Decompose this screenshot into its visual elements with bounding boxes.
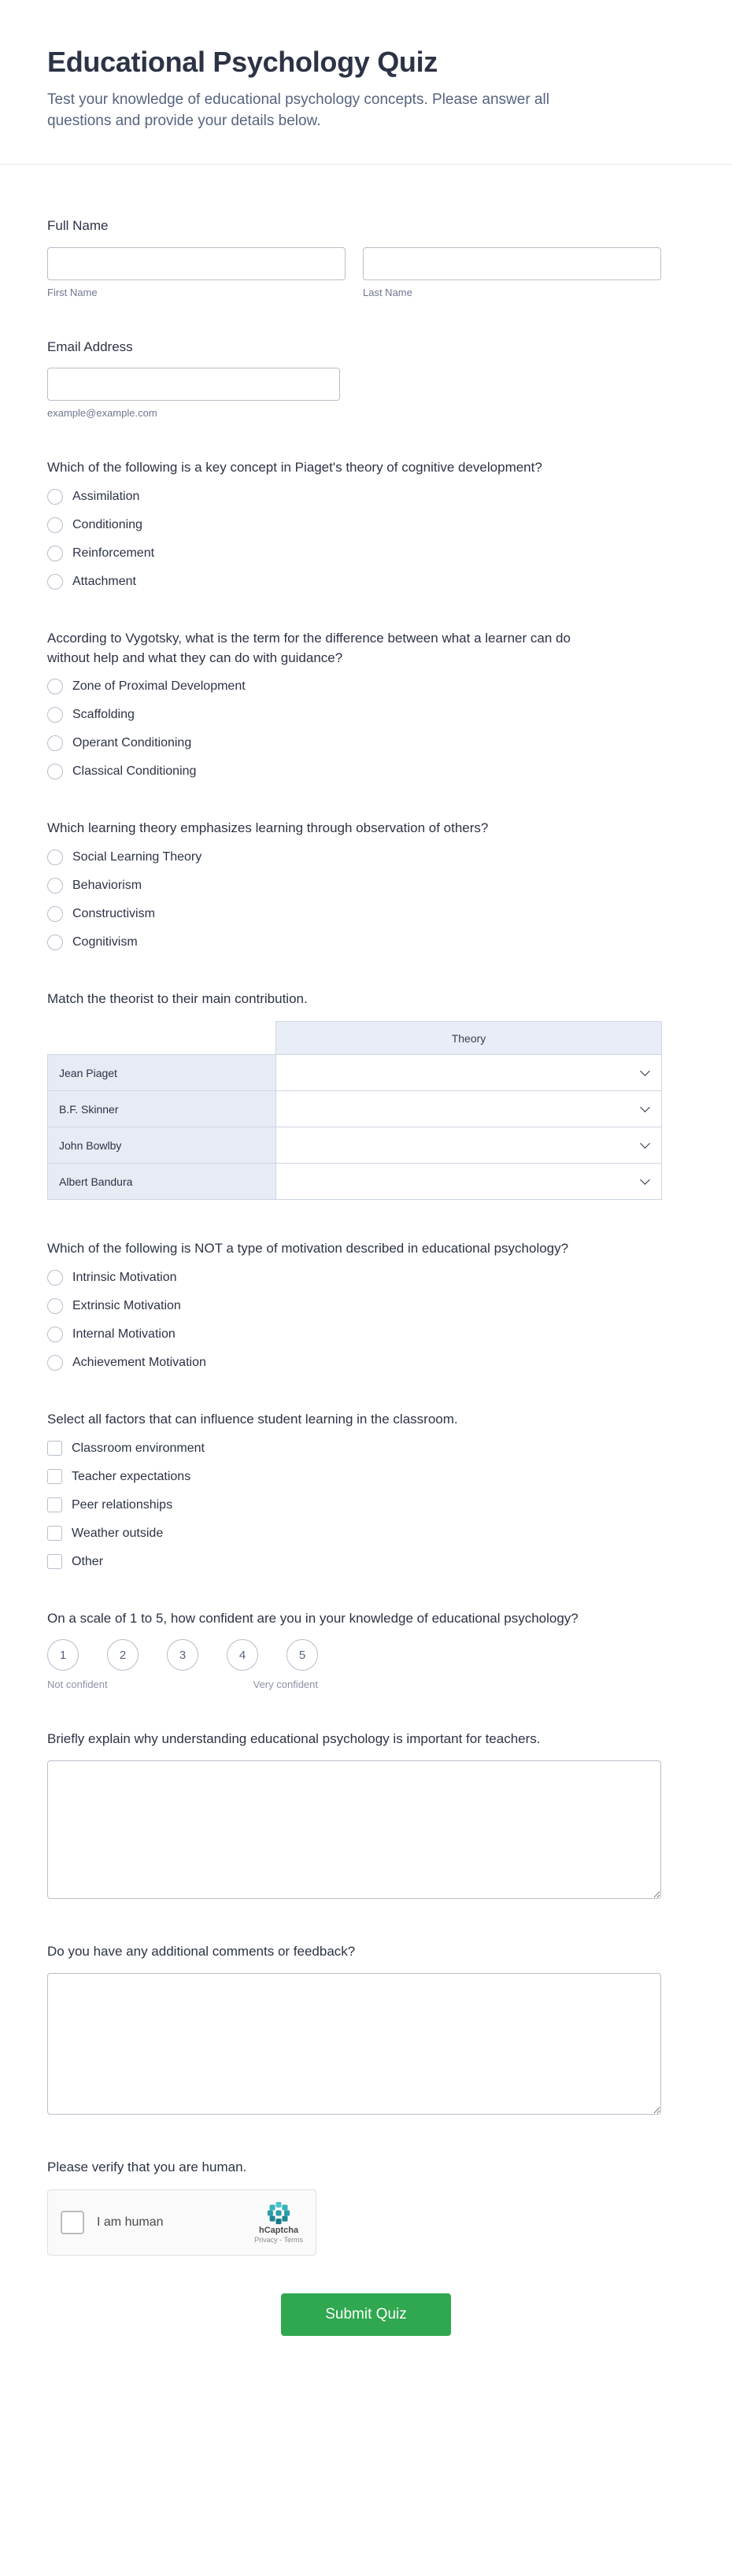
- matching-row: [48, 1164, 662, 1200]
- matching-table: [47, 1021, 662, 1200]
- radio-circle-icon[interactable]: [47, 546, 63, 561]
- matching-corner-cell: [48, 1022, 276, 1055]
- radio-circle-icon[interactable]: [47, 517, 63, 533]
- checkbox-option[interactable]: [47, 1497, 685, 1513]
- radio-option-label: Scaffolding: [72, 708, 135, 722]
- radio-option-label: Classical Conditioning: [72, 764, 197, 779]
- radio-option[interactable]: [47, 849, 685, 865]
- first-name-sublabel: First Name: [47, 286, 98, 298]
- question-observation-options: [47, 849, 685, 950]
- chevron-down-icon: [640, 1102, 650, 1112]
- question-factors-options: [47, 1441, 685, 1570]
- email-field: [47, 338, 685, 420]
- radio-circle-icon[interactable]: [47, 489, 63, 505]
- last-name-col: [363, 247, 661, 298]
- radio-circle-icon[interactable]: [47, 735, 63, 751]
- form-body: [0, 165, 732, 2482]
- radio-circle-icon[interactable]: [47, 707, 63, 723]
- radio-option-label: Operant Conditioning: [72, 736, 192, 750]
- hcaptcha-checkbox-label: I am human: [97, 2215, 164, 2230]
- hcaptcha-widget: [47, 2189, 316, 2256]
- radio-option[interactable]: [47, 1355, 685, 1371]
- matching-row-label: Jean Piaget: [48, 1055, 276, 1091]
- radio-circle-icon[interactable]: [47, 1270, 63, 1286]
- matching-row: [48, 1127, 662, 1164]
- page-title: Educational Psychology Quiz: [47, 46, 438, 78]
- radio-circle-icon[interactable]: [47, 679, 63, 694]
- radio-option-label: Behaviorism: [72, 878, 142, 892]
- radio-option[interactable]: [47, 679, 685, 694]
- chevron-down-icon: [640, 1066, 650, 1076]
- form-header: [0, 0, 732, 164]
- hcaptcha-logo-icon: [267, 2201, 290, 2225]
- captcha-field: [47, 2158, 685, 2256]
- radio-option[interactable]: [47, 878, 685, 894]
- question-confidence: [47, 1609, 685, 1691]
- full-name-label: Full Name: [47, 217, 109, 233]
- question-motivation-options: [47, 1270, 685, 1371]
- feedback-textarea[interactable]: [47, 1973, 661, 2115]
- radio-option-label: Attachment: [72, 574, 136, 588]
- hcaptcha-brand: [254, 2201, 303, 2244]
- question-observation-label: Which learning theory emphasizes learning through observation of others?: [47, 820, 489, 836]
- radio-option-label: Achievement Motivation: [72, 1356, 206, 1370]
- theory-dropdown[interactable]: [276, 1091, 662, 1127]
- email-label: Email Address: [47, 339, 133, 354]
- question-matching-label: Match the theorist to their main contribution.: [47, 990, 308, 1006]
- matching-row-label: B.F. Skinner: [48, 1091, 276, 1127]
- checkbox-option-label: Classroom environment: [72, 1441, 205, 1455]
- matching-row: [48, 1091, 662, 1127]
- radio-circle-icon[interactable]: [47, 849, 63, 865]
- theory-dropdown[interactable]: [276, 1164, 662, 1200]
- question-vygotsky: [47, 629, 685, 779]
- radio-option[interactable]: [47, 935, 685, 950]
- radio-circle-icon[interactable]: [47, 764, 63, 779]
- hcaptcha-brand-name: hCaptcha: [259, 2226, 299, 2236]
- radio-circle-icon[interactable]: [47, 1355, 63, 1371]
- question-importance-label: Briefly explain why understanding educational psychology is important for teachers.: [47, 1731, 541, 1747]
- radio-circle-icon[interactable]: [47, 878, 63, 894]
- question-piaget-label: Which of the following is a key concept in Piaget's theory of cognitive development?: [47, 460, 542, 476]
- radio-option-label: Constructivism: [72, 906, 155, 920]
- matching-row-label: Albert Bandura: [48, 1164, 276, 1200]
- email-sublabel: example@example.com: [47, 407, 157, 420]
- radio-option[interactable]: [47, 707, 685, 723]
- page-subtitle: Test your knowledge of educational psychology concepts. Please answer all questions and provide your details below.: [47, 91, 549, 129]
- email-col: [47, 368, 340, 419]
- question-factors: [47, 1410, 685, 1570]
- submit-row: [47, 2293, 685, 2482]
- radio-option-label: Reinforcement: [72, 546, 155, 560]
- scale-max-label: Very confident: [253, 1678, 318, 1691]
- question-piaget-options: [47, 489, 685, 590]
- column-header-theory: Theory: [276, 1022, 662, 1055]
- checkbox-option-label: Peer relationships: [72, 1497, 173, 1512]
- matching-header-row: [48, 1022, 662, 1055]
- question-vygotsky-label: According to Vygotsky, what is the term for the difference between what a learner can do without help and what they can do with guidance?: [47, 630, 571, 665]
- question-matching: [47, 990, 685, 1201]
- checkbox-icon[interactable]: [47, 1441, 62, 1456]
- chevron-down-icon: [640, 1138, 650, 1149]
- confidence-scale: [47, 1639, 318, 1671]
- checkbox-icon[interactable]: [47, 1469, 62, 1484]
- question-factors-label: Select all factors that can influence student learning in the classroom.: [47, 1412, 458, 1427]
- scale-option[interactable]: 1: [47, 1639, 79, 1671]
- name-row: [47, 247, 661, 298]
- radio-circle-icon[interactable]: [47, 1327, 63, 1342]
- question-importance: [47, 1730, 685, 1903]
- radio-circle-icon[interactable]: [47, 906, 63, 922]
- checkbox-option[interactable]: [47, 1554, 685, 1570]
- matching-row: [48, 1055, 662, 1091]
- email-input[interactable]: [47, 368, 340, 401]
- radio-option-label: Social Learning Theory: [72, 849, 202, 864]
- first-name-col: [47, 247, 346, 298]
- question-observation: [47, 819, 685, 950]
- scale-option[interactable]: 5: [287, 1639, 318, 1671]
- checkbox-icon[interactable]: [47, 1526, 62, 1541]
- radio-option-label: Intrinsic Motivation: [72, 1271, 177, 1285]
- radio-option[interactable]: [47, 1298, 685, 1314]
- radio-circle-icon[interactable]: [47, 574, 63, 590]
- radio-option[interactable]: [47, 735, 685, 751]
- radio-option[interactable]: [47, 764, 685, 779]
- checkbox-icon[interactable]: [47, 1554, 62, 1569]
- radio-option-label: Zone of Proximal Development: [72, 679, 246, 694]
- matching-row-label: John Bowlby: [48, 1127, 276, 1164]
- scale-option[interactable]: 2: [107, 1639, 139, 1671]
- radio-option-label: Conditioning: [72, 517, 142, 531]
- radio-option[interactable]: [47, 574, 685, 590]
- radio-option-label: Extrinsic Motivation: [72, 1299, 181, 1313]
- question-motivation-label: Which of the following is NOT a type of motivation described in educational psychology?: [47, 1241, 569, 1257]
- chevron-down-icon: [640, 1175, 650, 1185]
- radio-option[interactable]: [47, 1327, 685, 1342]
- full-name-field: [47, 217, 685, 298]
- hcaptcha-privacy-terms-links[interactable]: Privacy - Terms: [254, 2236, 303, 2245]
- scale-min-label: Not confident: [47, 1678, 108, 1691]
- last-name-input[interactable]: [363, 247, 661, 280]
- checkbox-icon[interactable]: [47, 1497, 62, 1512]
- radio-option-label: Assimilation: [72, 489, 140, 503]
- radio-option[interactable]: [47, 489, 685, 505]
- radio-option-label: Internal Motivation: [72, 1327, 176, 1342]
- last-name-sublabel: Last Name: [363, 286, 412, 298]
- radio-option[interactable]: [47, 906, 685, 922]
- scale-option[interactable]: 4: [227, 1639, 258, 1671]
- first-name-input[interactable]: [47, 247, 346, 280]
- theory-dropdown[interactable]: [276, 1127, 662, 1164]
- radio-circle-icon[interactable]: [47, 935, 63, 950]
- checkbox-option[interactable]: [47, 1441, 685, 1456]
- radio-circle-icon[interactable]: [47, 1298, 63, 1314]
- checkbox-option[interactable]: [47, 1526, 685, 1542]
- question-feedback: [47, 1942, 685, 2119]
- checkbox-option-label: Teacher expectations: [72, 1469, 191, 1483]
- question-vygotsky-options: [47, 679, 685, 779]
- radio-option[interactable]: [47, 546, 685, 561]
- hcaptcha-checkbox[interactable]: [61, 2211, 84, 2234]
- scale-labels: [47, 1678, 318, 1690]
- checkbox-option-label: Weather outside: [72, 1526, 164, 1540]
- theory-dropdown[interactable]: [276, 1055, 662, 1091]
- question-feedback-label: Do you have any additional comments or feedback?: [47, 1943, 356, 1959]
- radio-option[interactable]: [47, 517, 685, 533]
- checkbox-option[interactable]: [47, 1469, 685, 1485]
- question-piaget: [47, 458, 685, 590]
- question-motivation: [47, 1239, 685, 1371]
- submit-button[interactable]: Submit Quiz: [281, 2293, 451, 2336]
- radio-option[interactable]: [47, 1270, 685, 1286]
- scale-option[interactable]: 3: [167, 1639, 198, 1671]
- checkbox-option-label: Other: [72, 1554, 104, 1568]
- radio-option-label: Cognitivism: [72, 935, 138, 949]
- importance-textarea[interactable]: [47, 1760, 661, 1899]
- question-confidence-label: On a scale of 1 to 5, how confident are you in your knowledge of educational psychology?: [47, 1610, 579, 1626]
- captcha-label: Please verify that you are human.: [47, 2159, 247, 2174]
